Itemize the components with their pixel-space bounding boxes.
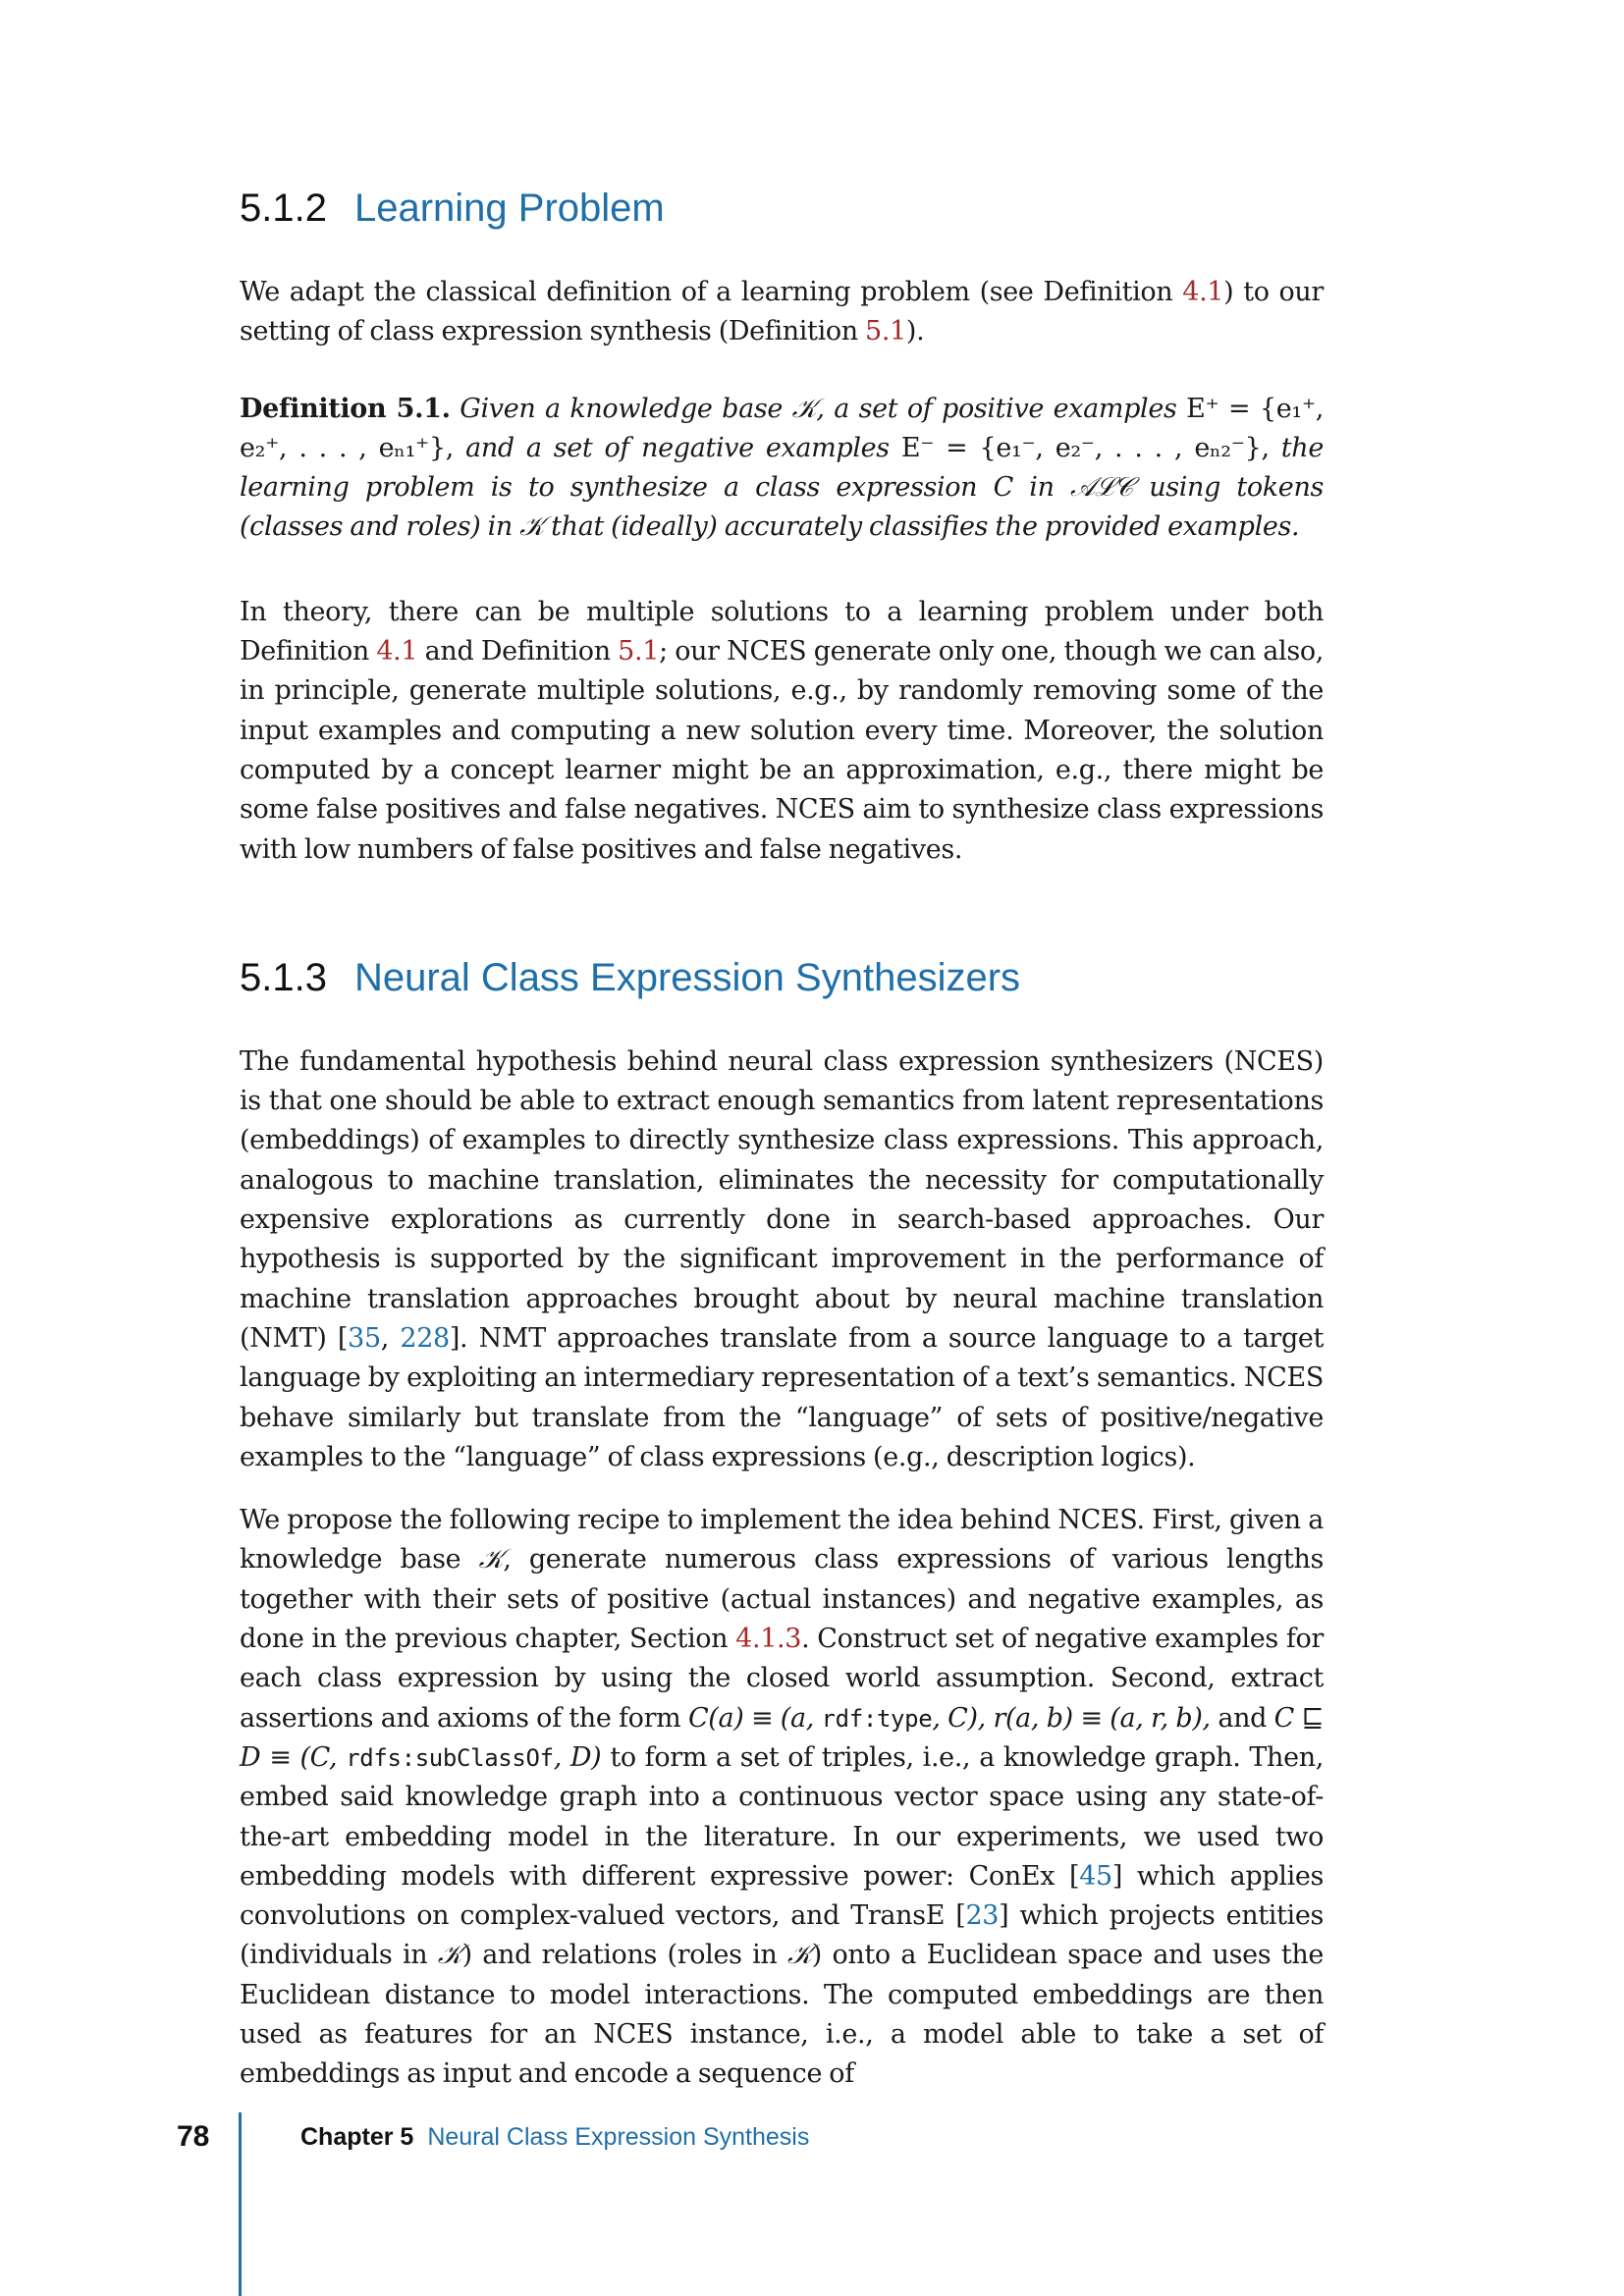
text: We adapt the classical definition of a learning problem (see Definition <box>240 277 1183 307</box>
math-kb: 𝒦 <box>787 1940 812 1971</box>
section-title: Neural Class Expression Synthesizers <box>353 955 1021 999</box>
text: and a set of negative examples <box>454 432 901 463</box>
text: that (ideally) accurately classifies the provided examples. <box>543 511 1300 543</box>
ref-section-4-1-3[interactable]: 4.1.3 <box>735 1624 802 1655</box>
text: ). <box>905 316 925 347</box>
text: and <box>1210 1702 1274 1734</box>
definition-5-1 <box>240 390 1324 548</box>
math-rdfs-subclassof: rdfs:subClassOf <box>346 1743 554 1772</box>
text: , generate numerous class expressions of various lengths together with their sets of positive (actual instances) and negative examples, as done in the previous chapter, Section <box>240 1544 1324 1655</box>
math-kb: 𝒦 <box>519 511 544 543</box>
text: In theory, there can be multiple solutions to a learning problem under both Definition <box>240 596 1324 667</box>
text: using tokens (classes and roles) in <box>240 472 1324 543</box>
math-formula-subclass: C ⊑ D ≡ (C, <box>240 1702 1325 1773</box>
text: ) to our setting of class expression synthesis (Definition <box>240 277 1324 347</box>
text: ]. NMT approaches translate from a source language to a target language by exploiting an intermediary representation of a text’s semantics. NCES behave similarly but translate from the “language” of sets of positive/negative examples to the “language” of class expressions (e.g., description logics). <box>240 1322 1325 1472</box>
text: ] which applies convolutions on complex-valued vectors, and TransE [ <box>240 1860 1324 1932</box>
text: , <box>380 1322 401 1354</box>
text: ) and relations (roles in <box>461 1940 787 1971</box>
citation-35[interactable]: 35 <box>348 1322 381 1354</box>
section-number: 5.1.3 <box>240 955 327 999</box>
ref-definition-5-1[interactable]: 5.1 <box>865 316 906 347</box>
ref-definition-5-1[interactable]: 5.1 <box>618 636 660 667</box>
math-c: C <box>993 472 1013 504</box>
math-positive-examples: E⁺ = {e₁⁺, e₂⁺, . . . , eₙ₁⁺}, <box>240 393 1324 463</box>
section-title: Learning Problem <box>353 187 665 230</box>
text: . Construct set of negative examples for each class expression by using the closed world assumption. Second, extract assertions and axioms of the form <box>240 1624 1324 1734</box>
text: ] which projects entities (individuals in <box>240 1900 1324 1971</box>
math-kb: 𝒦 <box>437 1940 462 1971</box>
main-content <box>240 181 1324 2095</box>
math-kb: 𝒦 <box>791 393 817 424</box>
paragraph-nces-hypothesis <box>240 1042 1324 1477</box>
text: We propose the following recipe to implement the idea behind NCES. First, given a knowledge base <box>240 1505 1324 1575</box>
section-heading-5-1-3 <box>240 950 1324 1005</box>
text: to form a set of triples, i.e., a knowledge graph. Then, embed said knowledge graph into a continuous vector space using any state-of-the-art embedding model in the literature. In our experiments, we used two embedding models with different expressive power: ConEx [ <box>240 1741 1324 1892</box>
paragraph-nces-recipe <box>240 1501 1324 2094</box>
citation-23[interactable]: 23 <box>965 1900 1000 1932</box>
math-formula-type: C(a) ≡ (a, <box>687 1702 822 1734</box>
math-rdf-type: rdf:type <box>821 1704 933 1733</box>
math-formula-subclass-end: , D) <box>553 1741 602 1773</box>
text: ) onto a Euclidean space and uses the Euclidean distance to model interactions. The computed embeddings are then used as features for an NCES instance, i.e., a model able to take a set of embeddings as input and encode a sequence of <box>240 1940 1325 2090</box>
text: the learning problem is to synthesize a class expression <box>240 432 1324 504</box>
text: , a set of positive examples <box>816 393 1187 424</box>
section-heading-5-1-2 <box>240 181 1324 236</box>
text: ; our NCES generate only one, though we can also, in principle, generate multiple solutions, e.g., by randomly removing some of the input examples and computing a new solution every time. Moreover, the solution computed by a concept learner might be an approximation, e.g., there might be some false positives and false negatives. NCES aim to synthesize class expressions with low numbers of false positives and false negatives. <box>240 636 1324 865</box>
ref-definition-4-1[interactable]: 4.1 <box>1182 277 1224 307</box>
citation-45[interactable]: 45 <box>1079 1860 1112 1892</box>
chapter-label: Chapter 5 <box>300 2123 414 2151</box>
paragraph-learning-problem-intro <box>240 273 1324 352</box>
citation-228[interactable]: 228 <box>400 1322 450 1354</box>
section-number: 5.1.2 <box>240 187 327 230</box>
page-number: 78 <box>177 2120 210 2153</box>
text: The fundamental hypothesis behind neural class expression synthesizers (NCES) is that one should be able to extract enough semantics from latent representations (embeddings) of examples to directly synthesize class expressions. This approach, analogous to machine translation, eliminates the necessity for computationally expensive explorations as currently done in search-based approaches. Our hypothesis is supported by the significant improvement in the performance of machine translation approaches brought about by neural machine translation (NMT) [ <box>240 1045 1324 1354</box>
text: and Definition <box>417 636 619 667</box>
text: Given a knowledge base <box>450 393 792 424</box>
text: in <box>1012 472 1071 504</box>
math-formula-role: , C), r(a, b) ≡ (a, r, b), <box>932 1702 1211 1734</box>
math-negative-examples: E⁻ = {e₁⁻, e₂⁻, . . . , eₙ₂⁻}, <box>900 432 1270 463</box>
ref-definition-4-1[interactable]: 4.1 <box>376 636 418 667</box>
math-kb: 𝒦 <box>478 1544 504 1575</box>
chapter-title[interactable]: Neural Class Expression Synthesis <box>427 2123 810 2151</box>
definition-label: Definition 5.1. <box>240 393 451 424</box>
paragraph-multiple-solutions <box>240 593 1324 870</box>
math-alc: 𝒜ℒ𝒞 <box>1070 472 1133 504</box>
footer-divider <box>239 2112 242 2296</box>
footer-chapter <box>300 2123 809 2152</box>
